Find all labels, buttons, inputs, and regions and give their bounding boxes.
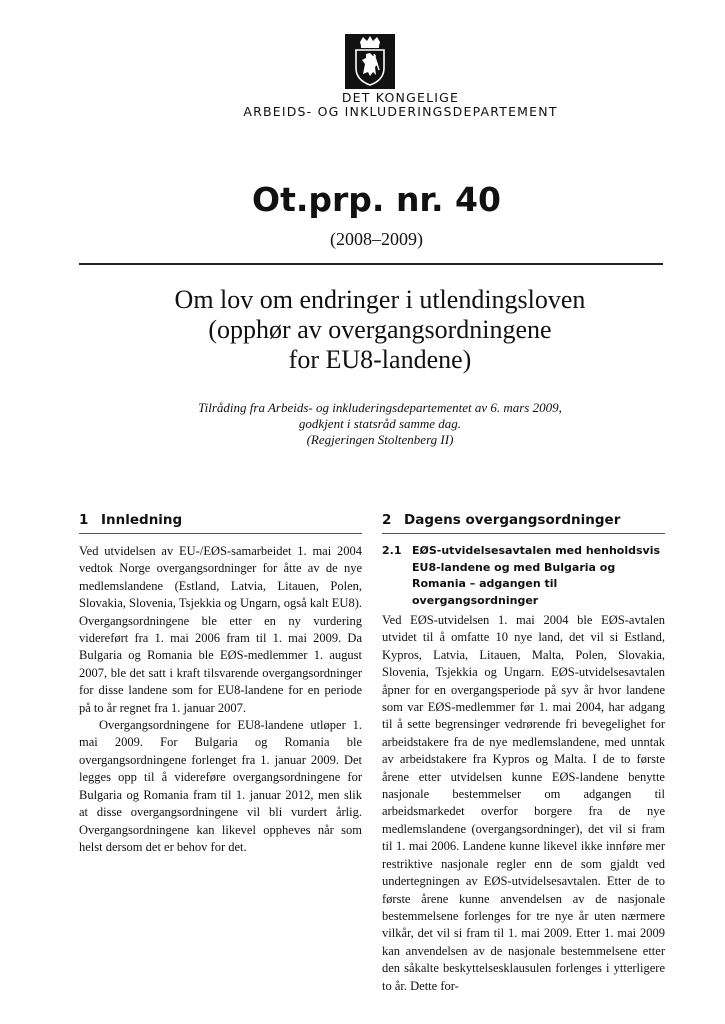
- right-column: [382, 512, 665, 995]
- main-title: [100, 285, 660, 375]
- main-title-line: Om lov om endringer i utlendingsloven: [174, 285, 586, 314]
- department-line-1: DET KONGELIGE: [341, 90, 460, 105]
- paragraph: Overgangsordningene for EU8-landene utløper 1. mai 2009. For Bulgaria og Romania ble overgangsordningene forlenget fra 1. januar 2009. Det legges opp til å videreføre overgangsordningene for Bulgaria og Romania fram til 1. januar 2012, men slik at disse overgangsordningene vil bli vurdert årlig. Overgangsordningene kan likevel oppheves når som helst dersom det er behov for det.: [79, 718, 362, 854]
- approval-line: godkjent i statsråd samme dag.: [298, 416, 462, 431]
- document-number-title: Ot.prp. nr. 40: [252, 180, 501, 219]
- left-column: [79, 512, 362, 856]
- paragraph: Ved EØS-utvidelsen 1. mai 2004 ble EØS-avtalen utvidet til å omfatte 10 nye land, det vil si Estland, Kypros, Latvia, Litauen, Malta, Polen, Slovakia, Slovenia, Tsjekkia og Ungarn. EØS-utvidelsesavtalen åpner for en overgangsperiode på syv år hvor landene som var EØS-medlemmer før 1. mai 2004, har adgang til å sette begrensinger vedrørende fri bevegelighet for arbeidstakere fra de nye medlemslandene, med unntak av arbeidstakere fra Kypros og Malta. I de to første årene etter utvidelsen kunne EØS-landene benytte nasjonale bestemmelser om adgangen til arbeidsmarkedet overfor borgere fra de nye medlemslandene (overgangsordninger), det vil si fram til 1. mai 2006. Landene kunne likevel ikke innføre mer restriktive nasjonale regler enn de som gjaldt ved undertegningen av EØS-utvidelsesavtalen. Etter de to første årene kunne anvendelsen av de nasjonale bestemmelsene forlenges for tre nye år uten nærmere vilkår, det vil si fram til 1. mai 2009. Etter 1. mai 2009 kan anvendelsen av de nasjonale bestemmelsene etter den såkalte beskyttelsesklausulen forlenges i ytterligere to år. Dette for-: [382, 613, 665, 993]
- title-divider: [79, 263, 663, 265]
- approval-note: [110, 400, 650, 448]
- subsection-2-1-heading: [382, 543, 665, 609]
- approval-line: Tilråding fra Arbeids- og inkluderingsdepartementet av 6. mars 2009,: [198, 400, 562, 415]
- coat-of-arms-crest: [345, 34, 395, 89]
- section-title: Dagens overgangsordninger: [404, 512, 621, 528]
- main-title-line: (opphør av overgangsordningene: [208, 315, 552, 344]
- section-1-heading: [79, 512, 362, 532]
- subsection-title: EØS-utvidelsesavtalen med henholdsvis EU8-landene og med Bulgaria og Romania – adgangen til overgangsordninger: [412, 544, 661, 607]
- section-number: 1: [79, 512, 89, 528]
- session-year: (2008–2009): [330, 229, 423, 249]
- section-rule: [79, 533, 362, 534]
- crest-icon: [345, 34, 395, 89]
- section-number: 2: [382, 512, 392, 528]
- section-title: Innledning: [101, 512, 183, 528]
- section-2-body: [382, 612, 665, 995]
- approval-line: (Regjeringen Stoltenberg II): [306, 432, 454, 447]
- section-1-body: [79, 543, 362, 856]
- main-title-line: for EU8-landene): [288, 345, 472, 374]
- department-line-2: ARBEIDS- OG INKLUDERINGSDEPARTEMENT: [243, 104, 558, 119]
- paragraph: Ved utvidelsen av EU-/EØS-samarbeidet 1. mai 2004 vedtok Norge overgangsordninger for åtte av de nye medlemslandene (Estland, Latvia, Litauen, Polen, Slovakia, Slovenia, Tsjekkia og Ungarn, også kalt EU8). Overgangsordningene ble etter en ny vurdering videreført fra 1. mai 2006 fram til 1. mai 2009. Da Bulgaria og Romania ble EØS-medlemmer 1. august 2007, ble det satt i kraft tilsvarende overgangsordninger for disse landene som for EU8-landene for en periode på to år regnet fra 1. januar 2007.: [79, 544, 362, 715]
- section-rule: [382, 533, 665, 534]
- subsection-number: 2.1: [382, 544, 402, 557]
- section-2-heading: [382, 512, 665, 532]
